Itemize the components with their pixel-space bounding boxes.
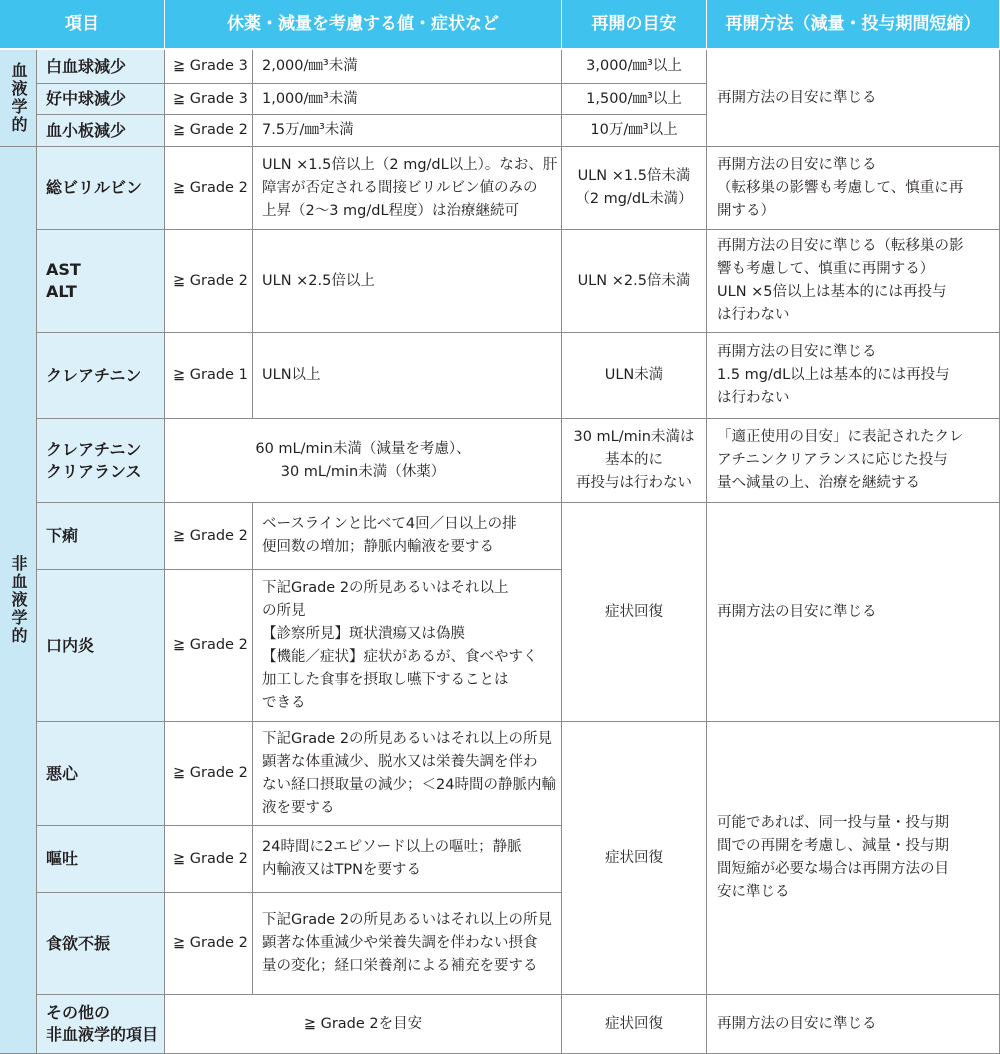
criteria-cell [253,333,562,419]
header-item: 項目 [65,14,99,34]
restart-method-text: 再開方法の目安に準じる [717,603,877,620]
criteria-text: 顕著な体重減少や栄養失調を伴わない摂食 [262,935,538,951]
restart-method-text: 開する） [717,202,775,219]
restart-method-text: は行わない [717,390,790,406]
grade-threshold: ≧ Grade 2 [173,272,248,289]
restart-guide-cell [562,503,707,722]
criteria-text: 便回数の増加；静脈内輸液を要する [262,539,494,555]
header-criteria: 休薬・減量を考慮する値・症状など [227,14,499,34]
grade-threshold: ≧ Grade 3 [173,58,248,74]
restart-method-text: 再開方法の目安に準じる [717,344,877,360]
criteria-text: 1,000/㎜³未満 [262,90,358,107]
restart-guide-text: 再投与は行わない [576,475,692,491]
criteria-cell [253,503,562,570]
restart-method-cell [707,503,1000,722]
item-cell [37,50,165,84]
restart-method-text: アチニンクリアランスに応じた投与 [717,452,948,468]
grade-cell [165,333,253,419]
header-restart-guide: 再開の目安 [591,14,677,34]
grade-cell [165,115,253,147]
criteria-cell [253,570,562,722]
restart-method-text: 再開方法の目安に準じる [717,156,877,173]
restart-guide-cell [562,147,707,230]
criteria-text: ≧ Grade 2を目安 [303,1015,423,1032]
item-name: AST [46,260,81,279]
restart-guide-cell [562,84,707,115]
item-cell [37,230,165,333]
restart-method-text: ULN ×5倍以上は基本的には再投与 [717,284,947,300]
criteria-text: 量の変化；経口栄養剤による補充を要する [262,958,538,974]
restart-guide-cell [562,230,707,333]
restart-guide-text: 10万/㎜³以上 [590,122,678,138]
item-cell [37,115,165,147]
criteria-text: 下記Grade 2の所見あるいはそれ以上 [262,579,509,596]
restart-method-text: 「適正使用の目安」に表記されたクレ [717,429,964,445]
header-restart-guide-cell [562,0,707,50]
header-restart-method-cell [707,0,1000,50]
criteria-cell [253,230,562,333]
restart-guide-text: 症状回復 [605,1015,663,1032]
header-criteria-cell [165,0,562,50]
item-name: 下痢 [46,526,79,545]
item-name: 白血球減少 [46,56,127,76]
item-name: クレアチニン [46,365,142,385]
item-name: 口内炎 [46,635,95,655]
criteria-text: 30 mL/min未満（休薬） [280,463,446,480]
restart-method-text: 再開方法の目安に準じる [717,1015,877,1032]
item-name: クレアチニン [46,439,142,459]
restart-guide-text: 症状回復 [605,849,663,866]
criteria-text: ULN以上 [262,367,321,383]
restart-method-cell [707,419,1000,503]
header-item-cell [0,0,165,50]
category-hematologic: 血液学的 [9,62,28,134]
restart-guide-text: 症状回復 [605,603,663,620]
item-cell [37,84,165,115]
restart-guide-cell [562,995,707,1054]
item-cell [37,722,165,826]
criteria-text: 顕著な体重減少、脱水又は栄養失調を伴わ [262,753,538,770]
item-cell [37,995,165,1054]
grade-threshold: ≧ Grade 2 [173,765,248,781]
criteria-text: 【機能／症状】症状があるが、食べやすく [262,648,538,665]
criteria-text: 7.5万/㎜³未満 [262,122,354,138]
criteria-text: 内輸液又はTPNを要する [262,862,421,878]
restart-method-text: （転移巣の影響も考慮して、慎重に再 [717,179,964,196]
item-cell [37,893,165,995]
criteria-cell [253,115,562,147]
grade-threshold: ≧ Grade 3 [173,90,248,107]
item-name: その他の [46,1003,111,1022]
grade-cell [165,230,253,333]
grade-cell [165,826,253,893]
restart-method-text: 1.5 mg/dL以上は基本的には再投与 [717,367,950,383]
grade-cell [165,503,253,570]
criteria-text: 加工した食事を摂取し嚥下することは [262,671,509,688]
restart-guide-cell [562,115,707,147]
restart-method-cell [707,995,1000,1054]
restart-guide-text: 30 mL/min未満は [573,429,695,445]
criteria-text: 2,000/㎜³未満 [262,58,358,74]
restart-guide-text: ULN未満 [604,367,664,383]
item-cell [37,570,165,722]
restart-method-text: 響も考慮して、慎重に再開する） [717,261,935,277]
criteria-text: ベースラインと比べて4回／日以上の排 [262,516,517,532]
category-non-hematologic-cell [0,147,37,1054]
item-cell [37,826,165,893]
grade-threshold: ≧ Grade 2 [173,935,248,951]
restart-guide-cell [562,50,707,84]
header-restart-method: 再開方法（減量・投与期間短縮） [725,14,981,34]
restart-method-text: 再開方法の目安に準じる（転移巣の影 [717,238,964,254]
restart-guide-text: ULN ×2.5倍未満 [577,272,691,289]
criteria-text: の所見 [262,602,306,619]
grade-cell [165,722,253,826]
criteria-text: 下記Grade 2の所見あるいはそれ以上の所見 [262,912,553,928]
restart-method-text: 再開方法の目安に準じる [717,89,877,106]
criteria-text: できる [262,694,306,711]
criteria-text: ULN ×2.5倍以上 [262,272,375,289]
item-cell [37,503,165,570]
item-name: 嘔吐 [46,849,79,868]
criteria-text: ない経口摂取量の減少；＜24時間の静脈内輸 [262,776,556,793]
grade-threshold: ≧ Grade 2 [173,637,248,653]
restart-guide-cell [562,722,707,995]
criteria-text: 【診察所見】斑状潰瘍又は偽膜 [262,625,465,642]
item-name: クリアランス [46,461,142,481]
criteria-text: 60 mL/min未満（減量を考慮）、 [255,440,471,457]
restart-method-text: 間での再開を考慮し、減量・投与期 [717,838,949,854]
restart-method-cell [707,147,1000,230]
restart-guide-text: 基本的に [605,452,663,468]
restart-method-cell [707,50,1000,147]
criteria-text: 液を要する [262,799,335,816]
restart-guide-cell [562,333,707,419]
criteria-cell [253,893,562,995]
criteria-cell [253,50,562,84]
category-non-hematologic: 非血液学的 [9,555,28,645]
restart-guide-text: ULN ×1.5倍未満 [577,168,691,184]
grade-threshold: ≧ Grade 2 [173,850,248,867]
grade-cell [165,147,253,230]
grade-cell [165,570,253,722]
item-name: ALT [46,282,77,301]
criteria-cell [165,419,562,503]
grade-cell [165,50,253,84]
item-name: 食欲不振 [46,933,111,953]
grade-threshold: ≧ Grade 2 [173,179,248,196]
criteria-cell [165,995,562,1054]
restart-guide-text: 1,500/㎜³以上 [586,90,682,107]
criteria-cell [253,722,562,826]
restart-method-text: 安に準じる [717,884,790,900]
criteria-text: 24時間に2エピソード以上の嘔吐；静脈 [262,839,522,855]
item-cell [37,419,165,503]
criteria-cell [253,147,562,230]
item-cell [37,147,165,230]
restart-method-text: は行わない [717,307,790,323]
restart-method-text: 間短縮が必要な場合は再開方法の目 [717,861,949,877]
criteria-cell [253,826,562,893]
item-name: 血小板減少 [46,120,127,140]
grade-cell [165,84,253,115]
restart-method-cell [707,722,1000,995]
restart-guide-text: 3,000/㎜³以上 [586,58,682,74]
criteria-text: ULN ×1.5倍以上（2 mg/dL以上）。なお、肝 [262,156,558,173]
criteria-cell [253,84,562,115]
restart-method-text: 可能であれば、同一投与量・投与期 [717,815,949,831]
item-name: 非血液学的項目 [46,1025,159,1044]
grade-threshold: ≧ Grade 2 [173,122,248,138]
restart-guide-cell [562,419,707,503]
grade-threshold: ≧ Grade 1 [173,367,248,383]
criteria-text: 下記Grade 2の所見あるいはそれ以上の所見 [262,730,553,747]
item-name: 好中球減少 [46,89,127,108]
item-name: 悪心 [46,763,79,783]
category-hematologic-cell [0,50,37,147]
restart-guide-text: （2 mg/dL未満） [575,191,693,207]
item-name: 総ビリルビン [46,178,143,197]
grade-threshold: ≧ Grade 2 [173,527,248,544]
grade-cell [165,893,253,995]
item-cell [37,333,165,419]
restart-method-text: 量へ減量の上、治療を継続する [717,475,920,491]
criteria-text: 障害が否定される間接ビリルビン値のみの [262,179,538,196]
criteria-text: 上昇（2～3 mg/dL程度）は治療継続可 [262,202,520,219]
restart-method-cell [707,333,1000,419]
restart-method-cell [707,230,1000,333]
